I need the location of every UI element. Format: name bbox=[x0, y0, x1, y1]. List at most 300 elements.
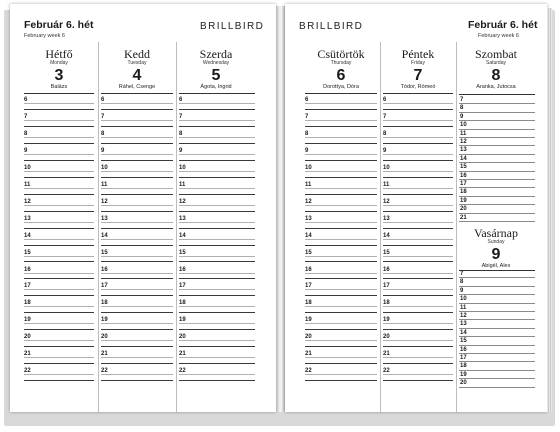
hour-label: 16 bbox=[101, 266, 108, 273]
half-hour-line bbox=[305, 137, 377, 138]
half-hour-line bbox=[101, 357, 173, 358]
hour-row bbox=[24, 263, 94, 280]
hour-row bbox=[101, 296, 173, 313]
hour-label: 10 bbox=[179, 164, 186, 171]
hour-row bbox=[459, 138, 535, 146]
hour-label: 15 bbox=[383, 249, 390, 256]
hour-row bbox=[305, 364, 377, 381]
hour-label: 12 bbox=[24, 198, 31, 205]
hour-label: 9 bbox=[101, 147, 105, 154]
hour-label: 18 bbox=[24, 300, 31, 307]
half-hour-line bbox=[383, 323, 453, 324]
day-date: 7 bbox=[413, 67, 423, 84]
hour-label: 8 bbox=[305, 130, 309, 137]
name-day: Balázs bbox=[50, 84, 68, 90]
hour-row bbox=[459, 278, 535, 286]
day-header-saturday bbox=[457, 48, 535, 91]
hour-label: 11 bbox=[24, 181, 31, 188]
half-hour-line bbox=[101, 205, 173, 206]
hour-row bbox=[383, 313, 453, 330]
hour-label: 14 bbox=[460, 155, 467, 162]
hour-row bbox=[305, 313, 377, 330]
hour-row bbox=[101, 279, 173, 296]
hour-row bbox=[24, 246, 94, 263]
hour-row bbox=[305, 279, 377, 296]
name-day: Tódor, Rómeó bbox=[400, 84, 436, 90]
hour-label: 6 bbox=[101, 97, 105, 103]
half-hour-line bbox=[24, 205, 94, 206]
hour-row bbox=[383, 330, 453, 347]
half-hour-line bbox=[179, 273, 255, 274]
hour-row bbox=[179, 195, 255, 212]
half-hour-line bbox=[179, 357, 255, 358]
half-hour-line bbox=[101, 137, 173, 138]
column-divider bbox=[176, 42, 177, 412]
hour-label: 8 bbox=[460, 279, 464, 286]
hour-label: 15 bbox=[24, 249, 31, 256]
page-edge bbox=[547, 8, 552, 412]
day-name-en: Sunday bbox=[487, 239, 505, 245]
hour-label: 8 bbox=[101, 130, 105, 137]
half-hour-line bbox=[305, 205, 377, 206]
hour-label: 20 bbox=[460, 380, 467, 387]
hour-row bbox=[459, 96, 535, 104]
half-hour-line bbox=[179, 154, 255, 155]
hours-friday bbox=[383, 93, 453, 393]
name-day: Dorottya, Dóra bbox=[323, 84, 359, 90]
hour-label: 9 bbox=[305, 147, 309, 154]
day-date: 8 bbox=[491, 67, 501, 84]
half-hour-line bbox=[24, 289, 94, 290]
hour-row bbox=[101, 347, 173, 364]
hour-row bbox=[383, 347, 453, 364]
hour-label: 20 bbox=[305, 334, 312, 341]
name-day: Ágota, Ingrid bbox=[200, 84, 232, 90]
half-hour-line bbox=[179, 222, 255, 223]
hour-row bbox=[383, 178, 453, 195]
hour-label: 10 bbox=[460, 122, 467, 129]
hour-row bbox=[459, 329, 535, 337]
half-hour-line bbox=[305, 171, 377, 172]
hour-label: 13 bbox=[460, 147, 467, 154]
hour-label: 19 bbox=[305, 317, 312, 324]
hour-row bbox=[305, 127, 377, 144]
hour-row bbox=[101, 178, 173, 195]
half-hour-line bbox=[305, 222, 377, 223]
half-hour-line bbox=[383, 256, 453, 257]
hour-row bbox=[179, 347, 255, 364]
half-hour-line bbox=[179, 374, 255, 375]
hour-label: 12 bbox=[460, 139, 467, 145]
hours-wednesday bbox=[179, 93, 255, 393]
brand-logo: BRILLBIRD bbox=[299, 21, 364, 32]
hour-row bbox=[305, 296, 377, 313]
half-hour-line bbox=[383, 357, 453, 358]
hour-label: 19 bbox=[101, 317, 108, 324]
half-hour-line bbox=[101, 239, 173, 240]
hour-label: 17 bbox=[101, 283, 108, 290]
half-hour-line bbox=[305, 120, 377, 121]
half-hour-line bbox=[101, 256, 173, 257]
hour-label: 9 bbox=[460, 113, 464, 120]
hour-label: 8 bbox=[179, 130, 183, 137]
half-hour-line bbox=[24, 239, 94, 240]
hour-label: 7 bbox=[24, 113, 28, 120]
half-hour-line bbox=[383, 273, 453, 274]
hour-row bbox=[101, 93, 173, 110]
hour-label: 22 bbox=[179, 368, 186, 375]
half-hour-line bbox=[383, 154, 453, 155]
hour-row bbox=[179, 178, 255, 195]
hour-label: 14 bbox=[179, 232, 186, 239]
half-hour-line bbox=[383, 289, 453, 290]
hour-row bbox=[101, 330, 173, 347]
day-date: 6 bbox=[336, 67, 346, 84]
day-header-monday bbox=[22, 48, 96, 91]
day-name: Péntek bbox=[401, 47, 435, 61]
hour-row bbox=[24, 178, 94, 195]
hour-label: 16 bbox=[383, 266, 390, 273]
hour-row bbox=[459, 312, 535, 320]
half-hour-line bbox=[383, 222, 453, 223]
hour-label: 18 bbox=[305, 300, 312, 307]
half-hour-line bbox=[179, 340, 255, 341]
hour-label: 15 bbox=[460, 338, 467, 345]
hour-label: 13 bbox=[101, 215, 108, 222]
hour-row bbox=[459, 180, 535, 188]
half-hour-line bbox=[305, 323, 377, 324]
half-hour-line bbox=[179, 171, 255, 172]
hour-label: 7 bbox=[179, 113, 183, 120]
hour-row bbox=[459, 362, 535, 370]
hour-label: 8 bbox=[383, 130, 387, 137]
hour-label: 16 bbox=[460, 346, 467, 353]
half-hour-line bbox=[305, 188, 377, 189]
hour-row bbox=[179, 364, 255, 381]
day-header-wednesday bbox=[177, 48, 255, 91]
half-hour-line bbox=[101, 103, 173, 104]
half-hour-line bbox=[179, 256, 255, 257]
right-page bbox=[285, 4, 547, 412]
half-hour-line bbox=[179, 103, 255, 104]
hours-saturday bbox=[459, 94, 535, 224]
hour-row bbox=[305, 110, 377, 127]
hour-label: 19 bbox=[179, 317, 186, 324]
hour-row bbox=[24, 212, 94, 229]
day-name: Szerda bbox=[199, 47, 233, 61]
hour-row bbox=[459, 121, 535, 129]
hour-label: 11 bbox=[460, 304, 467, 311]
hour-label: 16 bbox=[179, 266, 186, 273]
hours-monday bbox=[24, 93, 94, 393]
half-hour-line bbox=[24, 222, 94, 223]
hour-row bbox=[179, 212, 255, 229]
half-hour-line bbox=[179, 306, 255, 307]
hour-label: 8 bbox=[24, 130, 28, 137]
hour-row bbox=[24, 347, 94, 364]
brand-logo: BRILLBIRD bbox=[200, 21, 265, 32]
hour-row bbox=[179, 313, 255, 330]
day-name-en: Friday bbox=[411, 60, 425, 66]
hour-label: 6 bbox=[24, 97, 28, 103]
hour-label: 9 bbox=[460, 287, 464, 294]
hour-row bbox=[459, 346, 535, 354]
hour-label: 10 bbox=[460, 296, 467, 303]
half-hour-line bbox=[305, 357, 377, 358]
half-hour-line bbox=[305, 306, 377, 307]
hour-label: 16 bbox=[460, 172, 467, 179]
hour-row bbox=[459, 304, 535, 312]
half-hour-line bbox=[24, 154, 94, 155]
day-name: Vasárnap bbox=[474, 226, 518, 240]
hour-label: 17 bbox=[460, 355, 467, 361]
hour-label: 22 bbox=[101, 368, 108, 375]
hour-row bbox=[383, 263, 453, 280]
hour-label: 16 bbox=[305, 266, 312, 273]
half-hour-line bbox=[24, 103, 94, 104]
hour-row bbox=[305, 263, 377, 280]
hour-label: 14 bbox=[460, 329, 467, 336]
hour-row bbox=[24, 279, 94, 296]
hour-label: 14 bbox=[101, 232, 108, 239]
hour-row bbox=[459, 113, 535, 121]
hour-label: 9 bbox=[383, 147, 387, 154]
hour-row bbox=[179, 330, 255, 347]
half-hour-line bbox=[305, 374, 377, 375]
day-header-sunday bbox=[457, 227, 535, 270]
hour-label: 11 bbox=[383, 181, 390, 188]
hour-row bbox=[383, 229, 453, 246]
hour-row bbox=[305, 93, 377, 110]
book-spine bbox=[276, 6, 285, 412]
hour-label: 17 bbox=[460, 181, 467, 187]
hour-row bbox=[459, 379, 535, 387]
hour-row bbox=[179, 279, 255, 296]
day-date: 3 bbox=[54, 67, 64, 84]
half-hour-line bbox=[101, 154, 173, 155]
hour-row bbox=[179, 110, 255, 127]
half-hour-line bbox=[101, 374, 173, 375]
hour-row bbox=[101, 364, 173, 381]
half-hour-line bbox=[305, 289, 377, 290]
day-name: Szombat bbox=[475, 47, 517, 61]
hour-label: 20 bbox=[101, 334, 108, 341]
day-name-en: Saturday bbox=[485, 60, 506, 66]
hour-label: 22 bbox=[383, 368, 390, 375]
half-hour-line bbox=[24, 374, 94, 375]
hour-row bbox=[459, 146, 535, 154]
half-hour-line bbox=[179, 205, 255, 206]
hour-row bbox=[101, 246, 173, 263]
hour-row bbox=[383, 279, 453, 296]
hour-row bbox=[24, 195, 94, 212]
hour-row bbox=[179, 93, 255, 110]
hour-row bbox=[383, 195, 453, 212]
hour-row bbox=[24, 110, 94, 127]
hour-label: 20 bbox=[383, 334, 390, 341]
hour-row bbox=[179, 296, 255, 313]
hour-label: 9 bbox=[179, 147, 183, 154]
hour-row bbox=[459, 197, 535, 205]
hour-label: 12 bbox=[460, 313, 467, 319]
hour-label: 7 bbox=[101, 113, 105, 120]
hour-row bbox=[383, 296, 453, 313]
day-date: 5 bbox=[211, 67, 221, 84]
half-hour-line bbox=[383, 306, 453, 307]
hour-row bbox=[101, 229, 173, 246]
hour-row bbox=[305, 161, 377, 178]
hour-label: 15 bbox=[179, 249, 186, 256]
hour-label: 7 bbox=[460, 271, 464, 277]
half-hour-line bbox=[101, 222, 173, 223]
hour-label: 10 bbox=[305, 164, 312, 171]
hour-label: 13 bbox=[179, 215, 186, 222]
half-hour-line bbox=[383, 340, 453, 341]
hour-label: 21 bbox=[460, 214, 467, 221]
name-day: Abigél, Alex bbox=[481, 263, 511, 269]
name-day: Ráhel, Csenge bbox=[118, 84, 156, 90]
hour-row bbox=[305, 144, 377, 161]
hour-row bbox=[305, 330, 377, 347]
half-hour-line bbox=[383, 103, 453, 104]
hour-row bbox=[24, 144, 94, 161]
hour-label: 17 bbox=[24, 283, 31, 290]
half-hour-line bbox=[101, 171, 173, 172]
hour-label: 6 bbox=[179, 97, 183, 103]
hour-row bbox=[459, 287, 535, 295]
hour-label: 17 bbox=[383, 283, 390, 290]
day-header-friday bbox=[381, 48, 455, 91]
half-hour-line bbox=[24, 171, 94, 172]
hour-label: 13 bbox=[460, 321, 467, 328]
hour-label: 12 bbox=[179, 198, 186, 205]
hour-label: 20 bbox=[24, 334, 31, 341]
hour-label: 12 bbox=[305, 198, 312, 205]
hour-row bbox=[101, 161, 173, 178]
hour-label: 18 bbox=[179, 300, 186, 307]
day-name: Hétfő bbox=[45, 47, 73, 61]
week-subtitle: February week 6 bbox=[478, 33, 519, 39]
hour-label: 11 bbox=[460, 130, 467, 137]
hour-row bbox=[305, 178, 377, 195]
hour-row bbox=[24, 313, 94, 330]
hour-row bbox=[101, 263, 173, 280]
day-header-tuesday bbox=[99, 48, 175, 91]
hour-label: 22 bbox=[305, 368, 312, 375]
hour-row bbox=[383, 212, 453, 229]
hour-label: 11 bbox=[101, 181, 108, 188]
hour-label: 19 bbox=[24, 317, 31, 324]
hour-label: 11 bbox=[305, 181, 312, 188]
half-hour-line bbox=[101, 120, 173, 121]
half-hour-line bbox=[24, 137, 94, 138]
hour-row bbox=[24, 161, 94, 178]
hours-tuesday bbox=[101, 93, 173, 393]
hour-row bbox=[459, 354, 535, 362]
hour-row bbox=[179, 229, 255, 246]
hour-label: 18 bbox=[101, 300, 108, 307]
hour-row bbox=[459, 371, 535, 379]
left-page bbox=[10, 4, 276, 412]
hour-label: 15 bbox=[305, 249, 312, 256]
hour-label: 21 bbox=[383, 351, 390, 358]
hour-label: 10 bbox=[24, 164, 31, 171]
hour-row bbox=[459, 295, 535, 303]
hour-label: 13 bbox=[24, 215, 31, 222]
half-hour-line bbox=[179, 137, 255, 138]
hour-row bbox=[459, 270, 535, 278]
half-hour-line bbox=[101, 323, 173, 324]
half-hour-line bbox=[179, 323, 255, 324]
half-hour-line bbox=[24, 120, 94, 121]
hour-row bbox=[179, 127, 255, 144]
column-top-line bbox=[459, 94, 535, 95]
hour-label: 21 bbox=[179, 351, 186, 358]
day-name-en: Tuesday bbox=[127, 60, 147, 66]
half-hour-line bbox=[305, 154, 377, 155]
hour-row bbox=[305, 195, 377, 212]
hour-row bbox=[305, 212, 377, 229]
hour-label: 19 bbox=[460, 197, 467, 204]
day-name: Csütörtök bbox=[317, 47, 365, 61]
half-hour-line bbox=[24, 188, 94, 189]
half-hour-line bbox=[24, 323, 94, 324]
half-hour-line bbox=[24, 256, 94, 257]
day-date: 4 bbox=[132, 67, 142, 84]
half-hour-line bbox=[24, 306, 94, 307]
half-hour-line bbox=[24, 357, 94, 358]
day-name-en: Monday bbox=[50, 60, 68, 66]
hour-row bbox=[24, 330, 94, 347]
hour-row bbox=[179, 144, 255, 161]
hour-label: 15 bbox=[101, 249, 108, 256]
hour-label: 17 bbox=[305, 283, 312, 290]
hour-label: 7 bbox=[383, 113, 387, 120]
column-divider bbox=[98, 42, 99, 412]
half-hour-line bbox=[179, 289, 255, 290]
day-header-thursday bbox=[303, 48, 379, 91]
hour-row bbox=[305, 347, 377, 364]
half-hour-line bbox=[179, 188, 255, 189]
hour-row bbox=[459, 188, 535, 196]
hour-row bbox=[179, 263, 255, 280]
hour-row bbox=[24, 127, 94, 144]
hour-label: 19 bbox=[460, 371, 467, 378]
half-hour-line bbox=[383, 120, 453, 121]
hour-row bbox=[459, 214, 535, 222]
half-hour-line bbox=[305, 239, 377, 240]
hour-label: 11 bbox=[179, 181, 186, 188]
hour-label: 14 bbox=[305, 232, 312, 239]
hour-label: 9 bbox=[24, 147, 28, 154]
hour-row bbox=[179, 246, 255, 263]
day-date: 9 bbox=[491, 246, 501, 263]
hour-label: 7 bbox=[305, 113, 309, 120]
hour-label: 7 bbox=[460, 97, 464, 103]
hour-label: 13 bbox=[305, 215, 312, 222]
hours-sunday bbox=[459, 270, 535, 390]
half-hour-line bbox=[101, 273, 173, 274]
hour-row bbox=[459, 163, 535, 171]
week-title: Február 6. hét bbox=[468, 19, 538, 31]
hour-label: 21 bbox=[305, 351, 312, 358]
hour-label: 6 bbox=[305, 97, 309, 103]
hour-label: 18 bbox=[383, 300, 390, 307]
hour-label: 21 bbox=[24, 351, 31, 358]
hour-label: 18 bbox=[460, 189, 467, 196]
hour-row bbox=[24, 364, 94, 381]
hour-row bbox=[101, 144, 173, 161]
